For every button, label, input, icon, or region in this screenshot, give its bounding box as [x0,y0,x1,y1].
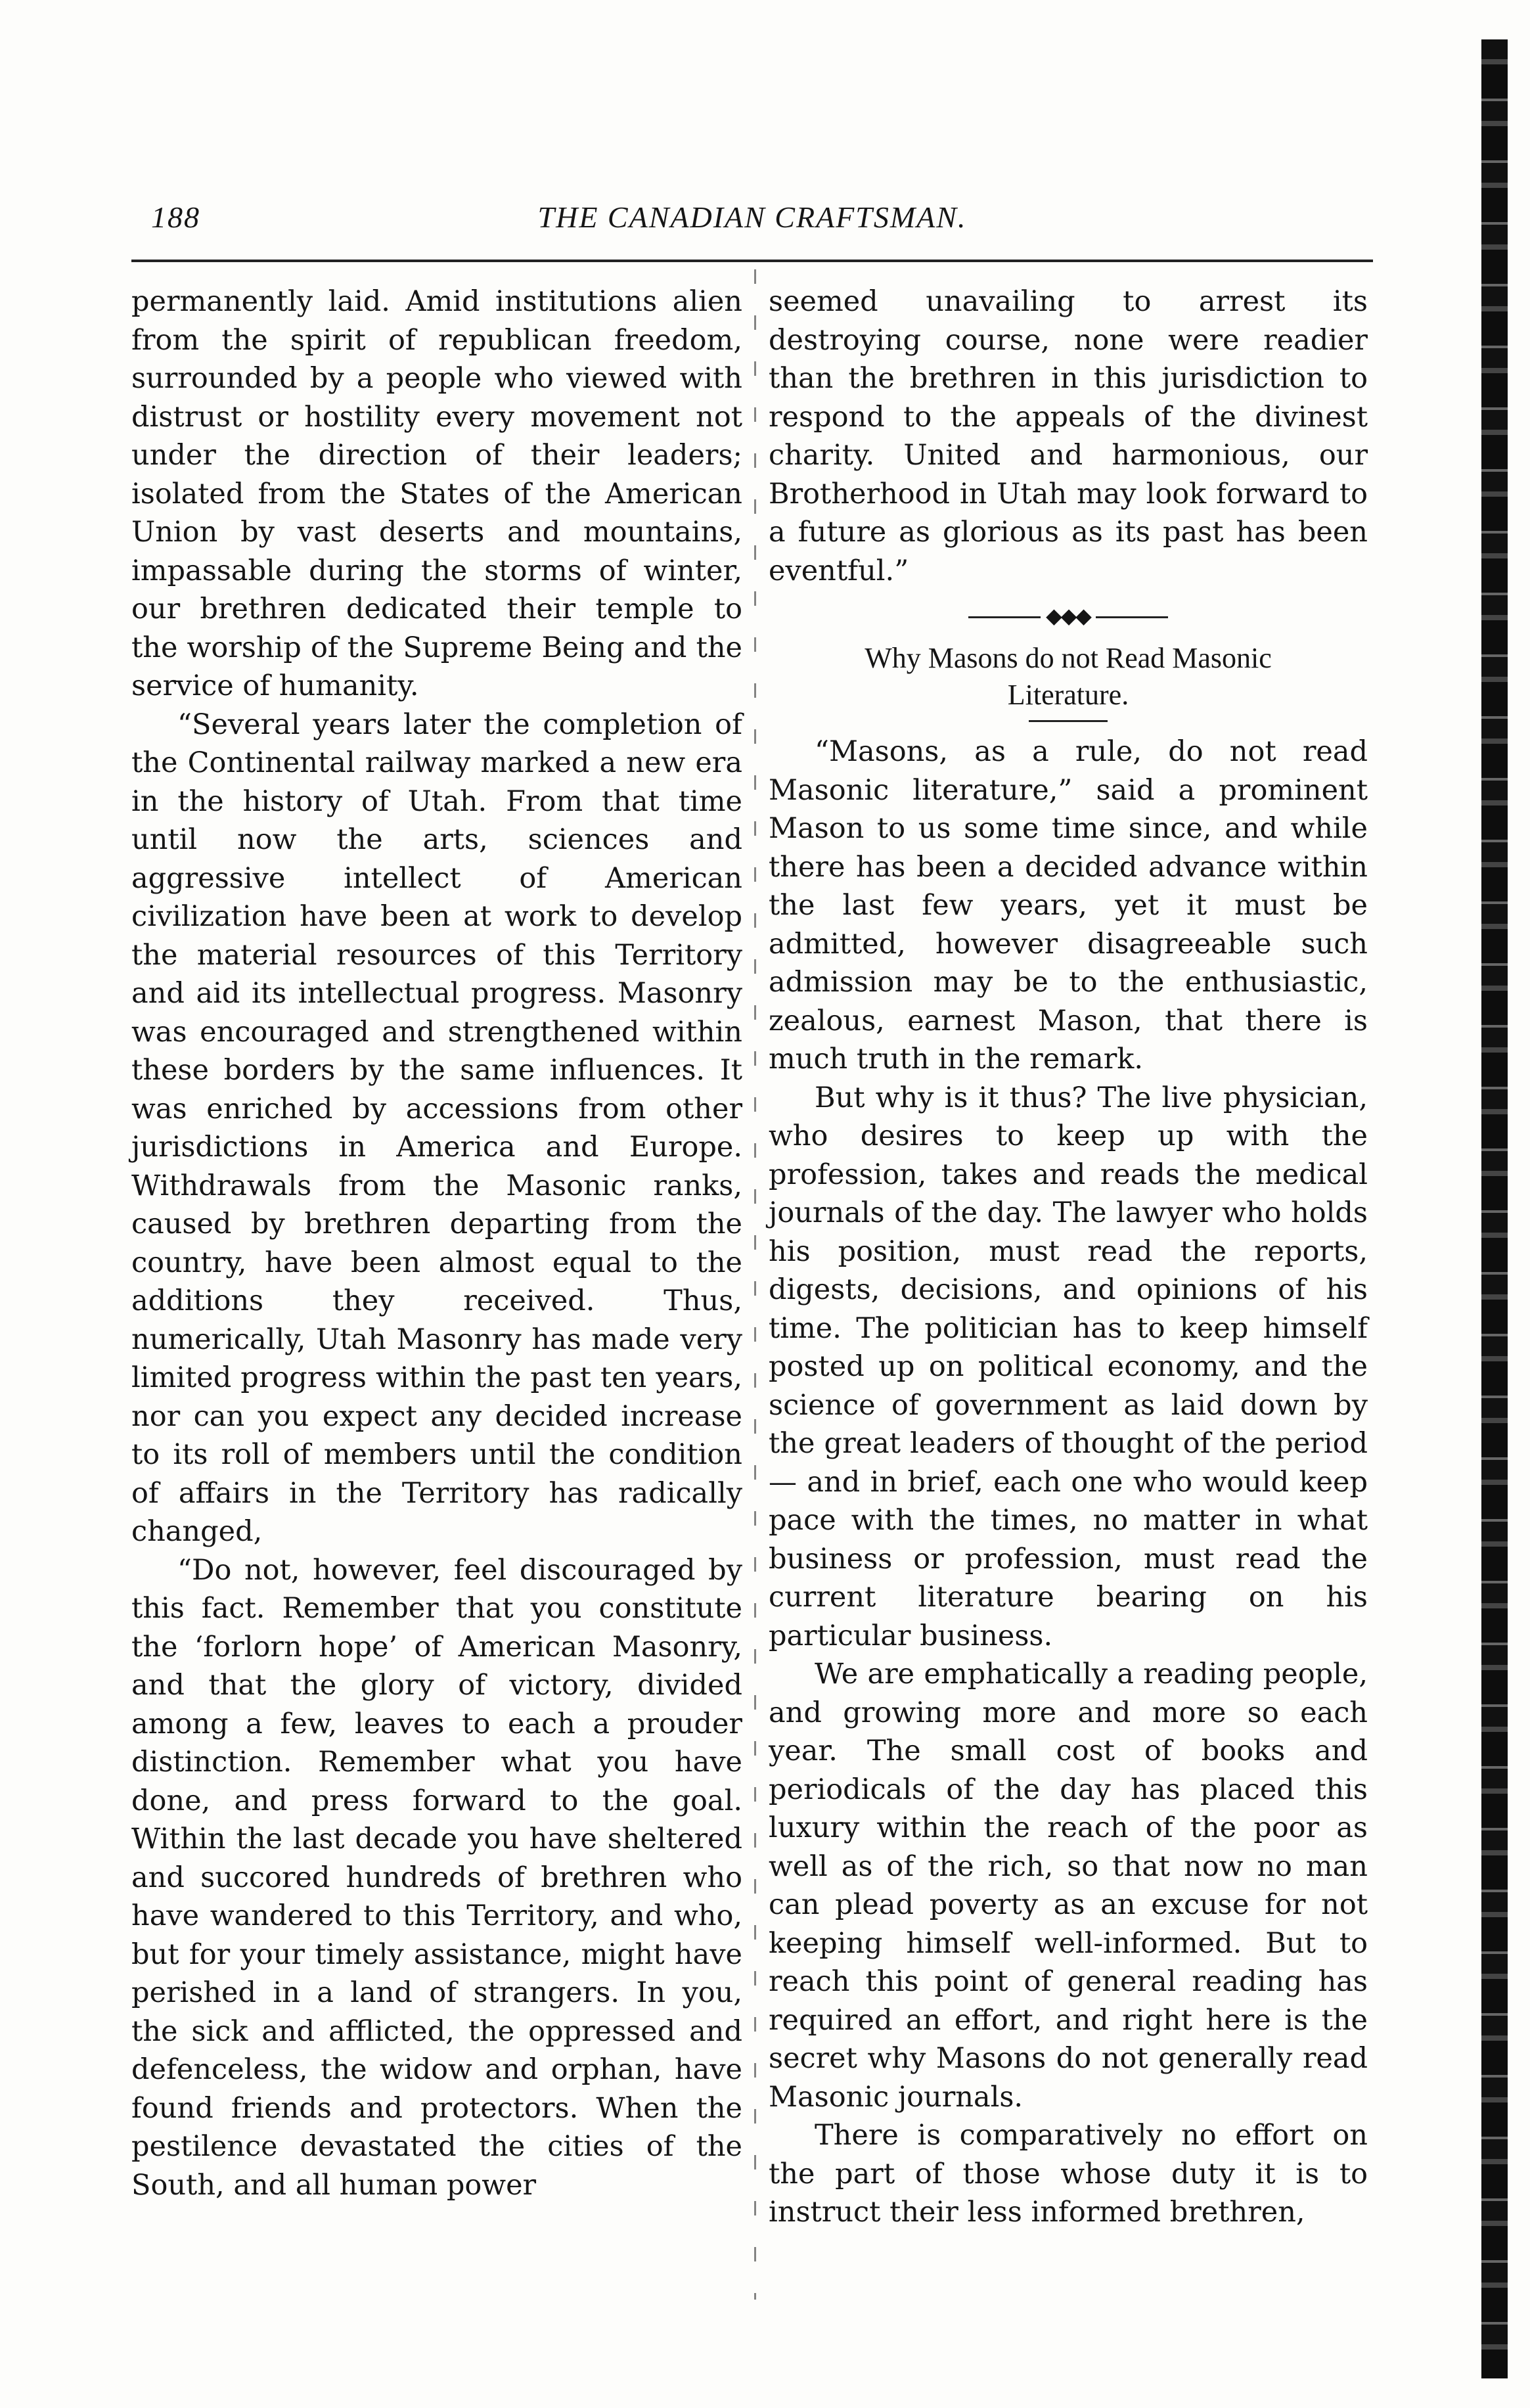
binding-edge [1481,39,1508,2378]
right-paragraph-4: There is comparatively no effort on the part of those whose duty it is to instruct their less informed brethren, [769,2119,1368,2229]
title-rule [1029,720,1108,722]
section-title [769,640,1368,714]
column-divider [754,269,756,2300]
ornament-rule-right [1096,616,1168,618]
right-paragraph-3: We are emphatically a reading people, and growing more and more so each year. The small cost of books and periodicals of the day has placed this luxury within the reach of the poor as well as of the rich, so that now no man can plead poverty as an excuse for not keeping himself well-informed. But to reach this point of general reading has required an effort, and right here is the secret why Masons do not generally read Masonic journals. [769,1658,1368,2114]
page-number: 188 [151,200,200,234]
section-title-line-1: Why Masons do not Read Masonic [865,642,1272,674]
right-paragraph-1: “Masons, as a rule, do not read Masonic literature,” said a prominent Mason to us some time since, and while there has been a decided advance within the last few years, yet it must be admitted, however disagreeable such admission may be to the enthusiastic, zealous, earnest Mason, that there is much truth in the remark. [769,735,1368,1076]
right-paragraph-2: But why is it thus? The live physician, who desires to keep up with the profession, takes and reads the medical journals of the day. The lawyer who holds his position, must read the reports, digests, decisions, and opinions of his time. The politician has to keep himself posted up on political economy, and the science of government as laid down by the great leaders of thought of the period— and in brief, each one who would keep pace with the times, no matter in what business or profession, must read the current literature bearing on his particular business. [769,1081,1368,1652]
ornament-rule-left [968,616,1041,618]
right-column [769,283,1368,2232]
left-column [131,283,742,2204]
left-paragraph-2: “Several years later the completion of the Continental railway marked a new era in the history of Utah. From that time until now the arts, sciences and aggressive intellect of American civilization have been at work to develop the material resources of this Territory and aid its intellectual progress. Masonry was encouraged and strengthened within these borders by the same influences. It was enriched by accessions from other jurisdictions in America and Europe. Withdrawals from the Masonic ranks, caused by brethren departing from the country, have been almost equal to the additions they received. Thus, numerically, Utah Masonry has made very limited progress within the past ten years, nor can you expect any decided increase to its roll of members until the condition of affairs in the Territory has radically changed, [131,708,742,1548]
publication-title: THE CANADIAN CRAFTSMAN. [537,200,967,234]
running-header [131,196,1373,242]
section-ornament [769,599,1368,632]
ornament-diamonds: ◆◆◆ [1046,603,1091,628]
section-title-line-2: Literature. [1007,679,1129,711]
header-rule [131,260,1373,262]
left-paragraph-1: permanently laid. Amid institutions alien from the spirit of republican freedom, surrounded by a people who viewed with distrust or hostility every movement not under the direction of their leaders; isolated from the States of the American Union by vast deserts and mountains, impassable during the storms of winter, our brethren dedicated their temple to the worship of the Supreme Being and the service of humanity. [131,285,742,702]
right-intro-paragraph: seemed unavailing to arrest its destroying course, none were readier than the brethren in this jurisdiction to respond to the appeals of the divinest charity. United and harmonious, our Brotherhood in Utah may look forward to a future as glorious as its past has been eventful.” [769,285,1368,587]
left-paragraph-3: “Do not, however, feel discouraged by this fact. Remember that you constitute the ‘forlorn hope’ of American Masonry, and that the glory of victory, divided among a few, leaves to each a prouder distinction. Remember what you have done, and press forward to the goal. Within the last decade you have sheltered and succored hundreds of brethren who have wandered to this Territory, and who, but for your timely assistance, might have perished in a land of strangers. In you, the sick and afflicted, the oppressed and defenceless, the widow and orphan, have found friends and protectors. When the pestilence devastated the cities of the South, and all human power [131,1553,742,2202]
